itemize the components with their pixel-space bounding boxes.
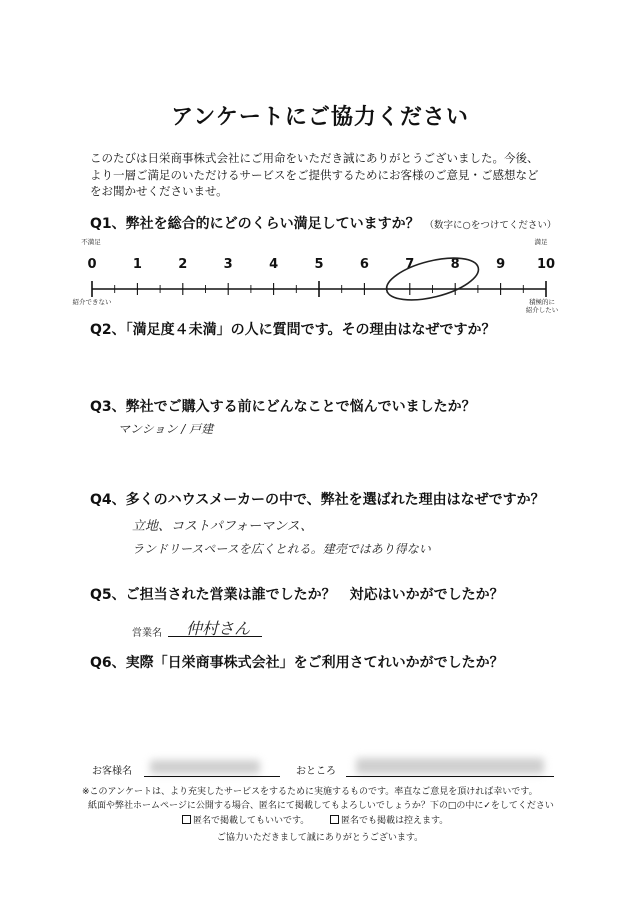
scale-right-bottom-line: 紹介したい	[525, 306, 559, 314]
customer-name-underline	[144, 776, 280, 777]
scale-number[interactable]: 10	[536, 257, 556, 272]
question-2: Q2、「満足度４未満」の人に質問です。その理由はなぜですか？	[90, 322, 496, 338]
intro-line: このたびは日栄商事株式会社にご用命をいただき誠にありがとうございました。今後、	[90, 151, 539, 165]
intro-line: をお聞かせくださいませ。	[90, 184, 228, 198]
customer-name-label: お客様名	[92, 766, 132, 777]
question-4-answer-line: 立地、コストパフォーマンス、	[132, 519, 314, 534]
customer-address-redacted	[356, 758, 544, 774]
question-1-note: （数字に○をつけてください）	[424, 220, 557, 231]
scale-number[interactable]: 5	[314, 257, 324, 272]
option-publish-anonymous	[182, 814, 309, 828]
scale-number[interactable]: 4	[269, 257, 279, 272]
answer-circle-mark	[382, 250, 482, 308]
checkbox-publish-anonymous[interactable]	[182, 815, 191, 824]
scale-number[interactable]: 0	[87, 257, 97, 272]
question-4-answer-line: ランドリースペースを広くとれる。建売ではあり得ない	[132, 542, 431, 556]
scale-number[interactable]: 8	[450, 257, 460, 272]
option-decline-publish-label: 匿名でも掲載は控えます。	[341, 816, 449, 826]
scale-number[interactable]: 6	[359, 257, 369, 272]
sales-name-answer: 仲村さん	[186, 619, 251, 638]
question-3-answer: マンション / 戸建	[118, 422, 214, 436]
scale-right-top-label: 満足	[534, 238, 548, 246]
scale-left-bottom-label: 紹介できない	[72, 298, 112, 306]
scale-number[interactable]: 7	[405, 257, 415, 272]
scale-number[interactable]: 9	[496, 257, 506, 272]
question-4: Q4、多くのハウスメーカーの中で、弊社を選ばれた理由はなぜですか？	[90, 492, 545, 508]
scale-number[interactable]: 3	[223, 257, 233, 272]
question-5: Q5、ご担当された営業は誰でしたか？ 対応はいかがでしたか？	[90, 587, 504, 603]
customer-address-underline	[346, 776, 554, 777]
question-6: Q6、実際「日栄商事株式会社」をご利用さてれいかがでしたか？	[90, 655, 504, 671]
footer-note: 紙面や弊社ホームページに公開する場合、匿名にて掲載してもよろしいでしょうか？下の□の中に✓をしてください	[88, 801, 554, 811]
question-1-text: Q1、弊社を総合的にどのくらい満足していますか？	[90, 216, 420, 232]
option-publish-anonymous-label: 匿名で掲載してもいいです。	[193, 816, 310, 826]
intro-line: より一層ご満足のいただけるサービスをご提供するためにお客様のご意見・ご感想など	[90, 167, 539, 182]
scale-number[interactable]: 1	[132, 257, 142, 272]
sales-name-underline	[168, 636, 262, 637]
customer-address-label: おところ	[296, 766, 336, 777]
scale-left-top-label: 不満足	[81, 238, 101, 246]
page-title: アンケートにご協力ください	[171, 105, 469, 130]
sales-name-label: 営業名	[132, 628, 162, 639]
option-decline-publish	[330, 814, 448, 828]
thanks-message: ご協力いただきまして誠にありがとうございます。	[216, 833, 424, 843]
customer-name-redacted	[150, 760, 260, 774]
checkbox-decline-publish[interactable]	[330, 815, 339, 824]
question-3: Q3、弊社でご購入する前にどんなことで悩んでいましたか？	[90, 399, 476, 415]
footer-note: ※このアンケートは、より充実したサービスをするために実施するものです。率直なご意見を頂ければ幸いです。	[82, 787, 538, 797]
scale-number[interactable]: 2	[178, 257, 188, 272]
scale-right-bottom-line: 積極的に	[529, 298, 555, 306]
